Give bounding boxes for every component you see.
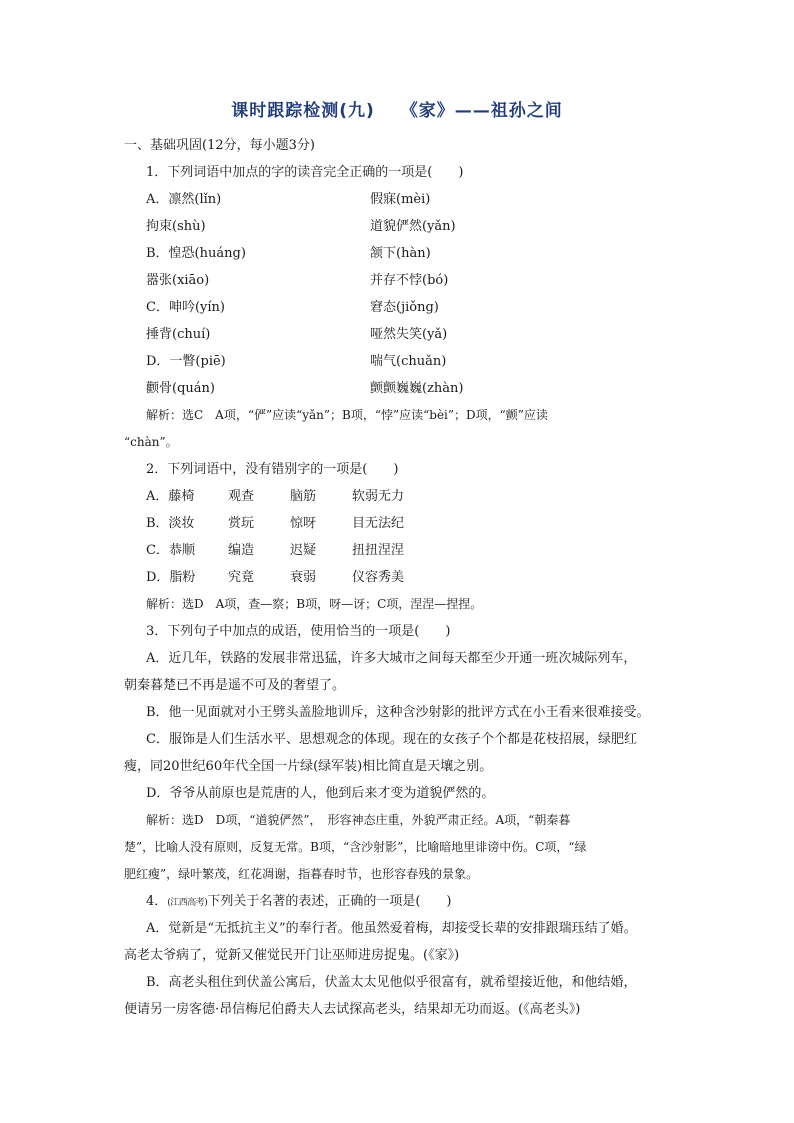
title-main: 课时跟踪检测(九) (231, 101, 375, 121)
q1-option-row: C．呻吟(yín) 窘态(jiǒng) (146, 300, 439, 315)
q3-option-c-cont: 瘦，同20世纪60年代全国一片绿(绿军装)相比简直是天壤之别。 (124, 759, 493, 774)
page-title (0, 96, 794, 121)
q3-option-d: D．爷爷从前原也是荒唐的人，他到后来才变为道貌俨然的。 (146, 786, 495, 801)
q3-explanation-cont: 肥红瘦”，绿叶繁茂，红花凋谢，指暮春时节，也形容春残的景象。 (124, 867, 479, 881)
q3-option-c: C．服饰是人们生活水平、思想观念的体现。现在的女孩子个个都是花枝招展，绿肥红 (146, 732, 637, 747)
q4-stem: 4．(江西高考)下列关于名著的表述，正确的一项是( ) (146, 894, 452, 909)
q3-explanation: 解析：选D D项，“道貌俨然”， 形容神态庄重，外貌严肃正经。A项，“朝秦暮 (146, 813, 571, 827)
q1-option-row: D．一瞥(piē) 喘气(chuǎn) (146, 354, 447, 369)
q1-option-row: B．惶恐(huáng) 颔下(hàn) (146, 246, 431, 261)
q4-source-tag: (江西高考) (167, 898, 208, 908)
q1-explanation: 解析：选C A项，“俨”应读“yǎn”；B项，“悖”应读“bèi”；D项，“颤”应读 (146, 408, 548, 422)
content-body (124, 132, 676, 1023)
q1-option-row: 颧骨(quán) 颤颤巍巍(zhàn) (146, 381, 464, 396)
q1-stem: 1．下列词语中加点的字的读音完全正确的一项是( ) (146, 165, 464, 180)
q3-stem: 3．下列句子中加点的成语，使用恰当的一项是( ) (146, 624, 451, 639)
section-heading: 一、基础巩固(12分，每小题3分) (124, 138, 315, 153)
q2-explanation: 解析：选D A项，查—察；B项，呀—讶；C项，涅涅—捏捏。 (146, 597, 483, 611)
q3-option-a: A．近几年，铁路的发展非常迅猛，许多大城市之间每天都至少开通一班次城际列车， (146, 651, 637, 666)
title-sub: 《家》——祖孙之间 (400, 101, 563, 121)
q4-option-a: A．觉新是“无抵抗主义”的奉行者。他虽然爱着梅，却接受长辈的安排跟瑞珏结了婚。 (146, 921, 637, 936)
q2-option-row: A．藤椅 观查 脑筋 软弱无力 (146, 489, 405, 504)
q1-option-row: 捶背(chuí) 哑然失笑(yǎ) (146, 327, 448, 342)
q2-option-row: C．恭顺 编造 迟疑 扭扭涅涅 (146, 543, 405, 558)
q2-option-row: D．脂粉 究竟 衰弱 仪容秀美 (146, 570, 405, 585)
q2-stem: 2．下列词语中，没有错别字的一项是( ) (146, 462, 399, 477)
q4-option-a-cont: 高老太爷病了，觉新又催觉民开门让巫师进房捉鬼。(《家》) (124, 948, 460, 963)
q4-option-b-cont: 便请另一房客德·昂信梅尼伯爵夫人去试探高老头，结果却无功而返。(《高老头》) (124, 1002, 581, 1017)
q1-option-row: 嚣张(xiāo) 并存不悖(bó) (146, 273, 449, 288)
q1-option-row: 拘束(shù) 道貌俨然(yǎn) (146, 219, 456, 234)
q3-explanation-cont: 楚”，比喻人没有原则，反复无常。B项，“含沙射影”，比喻暗地里诽谤中伤。C项，“绿 (124, 840, 587, 854)
q3-option-b: B．他一见面就对小王劈头盖脸地训斥，这种含沙射影的批评方式在小王看来很难接受。 (146, 705, 650, 720)
q2-option-row: B．淡妆 赏玩 惊呀 目无法纪 (146, 516, 405, 531)
q1-option-row: A．凛然(lǐn) 假寐(mèi) (146, 192, 431, 207)
q3-option-a-cont: 朝秦暮楚已不再是遥不可及的奢望了。 (124, 678, 346, 693)
q4-option-b: B．高老头租住到伏盖公寓后，伏盖太太见他似乎很富有，就希望接近他，和他结婚， (146, 975, 637, 990)
q1-explanation-cont: “chàn”。 (124, 435, 178, 449)
